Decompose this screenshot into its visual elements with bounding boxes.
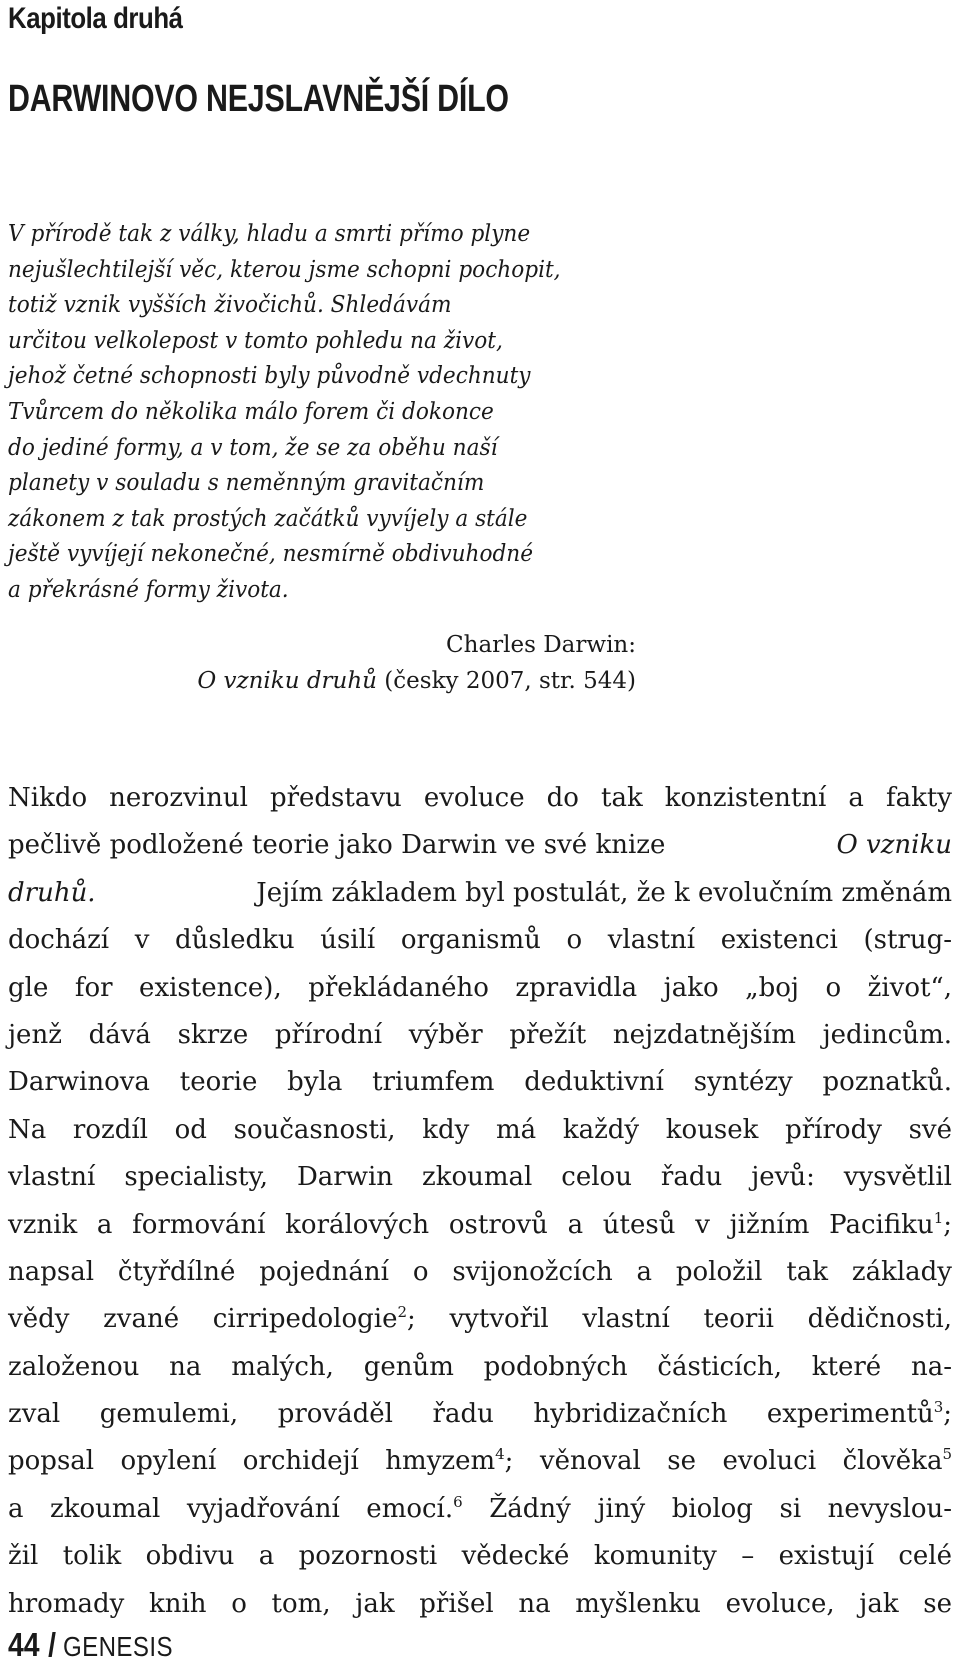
body-line [8,1202,952,1249]
epigraph-line: Tvůrcem do několika málo forem či dokonce [8,398,494,425]
body-line [8,822,952,869]
line-text: Darwinova teorie byla triumfem deduktivní syntézy poznatků. [8,1067,952,1098]
chapter-title: DARWINOVO NEJSLAVNĚJŠÍ DÍLO [8,78,509,120]
book-title-italic: druhů. [8,877,96,908]
footnote-ref[interactable]: 1 [933,1208,944,1227]
line-text: napsal čtyřdílné pojednání o svijonožcích a položil tak základy [8,1256,952,1287]
line-text: žil tolik obdivu a pozornosti vědecké komunity – existují celé [8,1541,952,1572]
body-line [8,1249,952,1296]
book-title-italic: O vzniku [836,830,952,861]
line-text [8,1296,952,1343]
epigraph-line: ještě vyvíjejí nekonečné, nesmírně obdivuhodné [8,541,534,568]
line-text-part: ; věnoval se evoluci člověka [504,1446,943,1477]
line-text [8,1391,952,1438]
epigraph-line: určitou velkolepost v tomto pohledu na život, [8,327,503,354]
line-text: dochází v důsledku úsilí organismů o vlastní existenci (strug- [8,925,952,956]
body-line [8,1581,952,1628]
line-text-part: popsal opylení orchidejí hmyzem [8,1446,496,1477]
footnote-ref[interactable]: 2 [397,1303,408,1322]
body-line [8,1059,952,1106]
epigraph-line: jehož četné schopnosti byly původně vdechnuty [8,363,531,390]
body-line [8,1344,952,1391]
epigraph-source-details: (česky 2007, str. 544) [377,668,636,694]
body-line [8,1107,952,1154]
body-line [8,1012,952,1059]
line-text: jenž dává skrze přírodní výběr přežít nejzdatnějším jedincům. [8,1019,952,1050]
footnote-ref[interactable]: 6 [453,1492,463,1511]
epigraph-line: totiž vznik vyšších živočichů. Shledávám [8,292,452,319]
chapter-label: Kapitola druhá [8,2,183,35]
line-text: vlastní specialisty, Darwin zkoumal celou řadu jevů: vysvětlil [8,1162,952,1193]
line-text: gle for existence), překládaného zpravidla jako „boj o život“, [8,972,952,1003]
line-text-part: ; vytvořil vlastní teorii dědičnosti, [407,1304,952,1335]
footnote-ref[interactable]: 5 [942,1445,952,1464]
line-text [8,1438,952,1485]
page-number: 44 [8,1626,40,1663]
line-text-part: ; [943,1399,952,1430]
epigraph [8,217,648,694]
footnote-ref[interactable]: 4 [495,1445,505,1464]
line-text-part: ; [943,1209,952,1240]
epigraph-line: do jediné formy, a v tom, že se za oběhu naší [8,434,498,461]
line-text: Na rozdíl od současnosti, kdy má každý kousek přírody své [8,1114,952,1145]
line-text: Jejím základem byl postulát, že k evolučním změnám [256,877,952,908]
body-line [8,1296,952,1343]
line-text [8,1486,952,1533]
epigraph-source-title: O vzniku druhů [197,668,377,694]
line-text: založenou na malých, genům podobných částicích, které na- [8,1351,952,1382]
epigraph-source [8,663,636,699]
book-title: GENESIS [62,1631,174,1662]
body-paragraph [8,775,952,1628]
epigraph-line: V přírodě tak z války, hladu a smrti přímo plyne [8,221,531,247]
body-line [8,1391,952,1438]
page-footer [8,1626,173,1664]
body-line [8,1438,952,1485]
body-line [8,917,952,964]
line-text [8,1202,952,1249]
line-text: hromady knih o tom, jak přišel na myšlenku evoluce, jak se [8,1588,952,1619]
body-line [8,870,952,917]
body-line [8,1154,952,1201]
line-text-part: vznik a formování korálových ostrovů a útesů v jižním Pacifiku [8,1209,934,1240]
epigraph-line: planety v souladu s neměnným gravitačním [8,470,485,497]
line-text: Nikdo nerozvinul představu evoluce do tak konzistentní a fakty [8,783,952,813]
body-line [8,1533,952,1580]
line-text-part: Žádný jiný biolog si nevyslou- [462,1493,953,1524]
epigraph-line: nejušlechtilejší věc, kterou jsme schopni pochopit, [8,256,561,283]
folio-separator: / [48,1626,57,1663]
body-line [8,1486,952,1533]
footnote-ref[interactable]: 3 [933,1398,944,1417]
body-line [8,775,952,822]
epigraph-line: zákonem z tak prostých začátků vyvíjely a stále [8,505,528,532]
line-text-part: vědy zvané cirripedologie [8,1304,398,1335]
line-text: pečlivě podložené teorie jako Darwin ve své knize [8,830,666,861]
line-text-part: a zkoumal vyjadřování emocí. [8,1493,454,1524]
line-text-part: zval gemulemi, prováděl řadu hybridizačních experimentů [8,1399,934,1430]
body-line [8,965,952,1012]
epigraph-line: a překrásné formy života. [8,576,289,603]
epigraph-author: Charles Darwin: [446,632,636,658]
